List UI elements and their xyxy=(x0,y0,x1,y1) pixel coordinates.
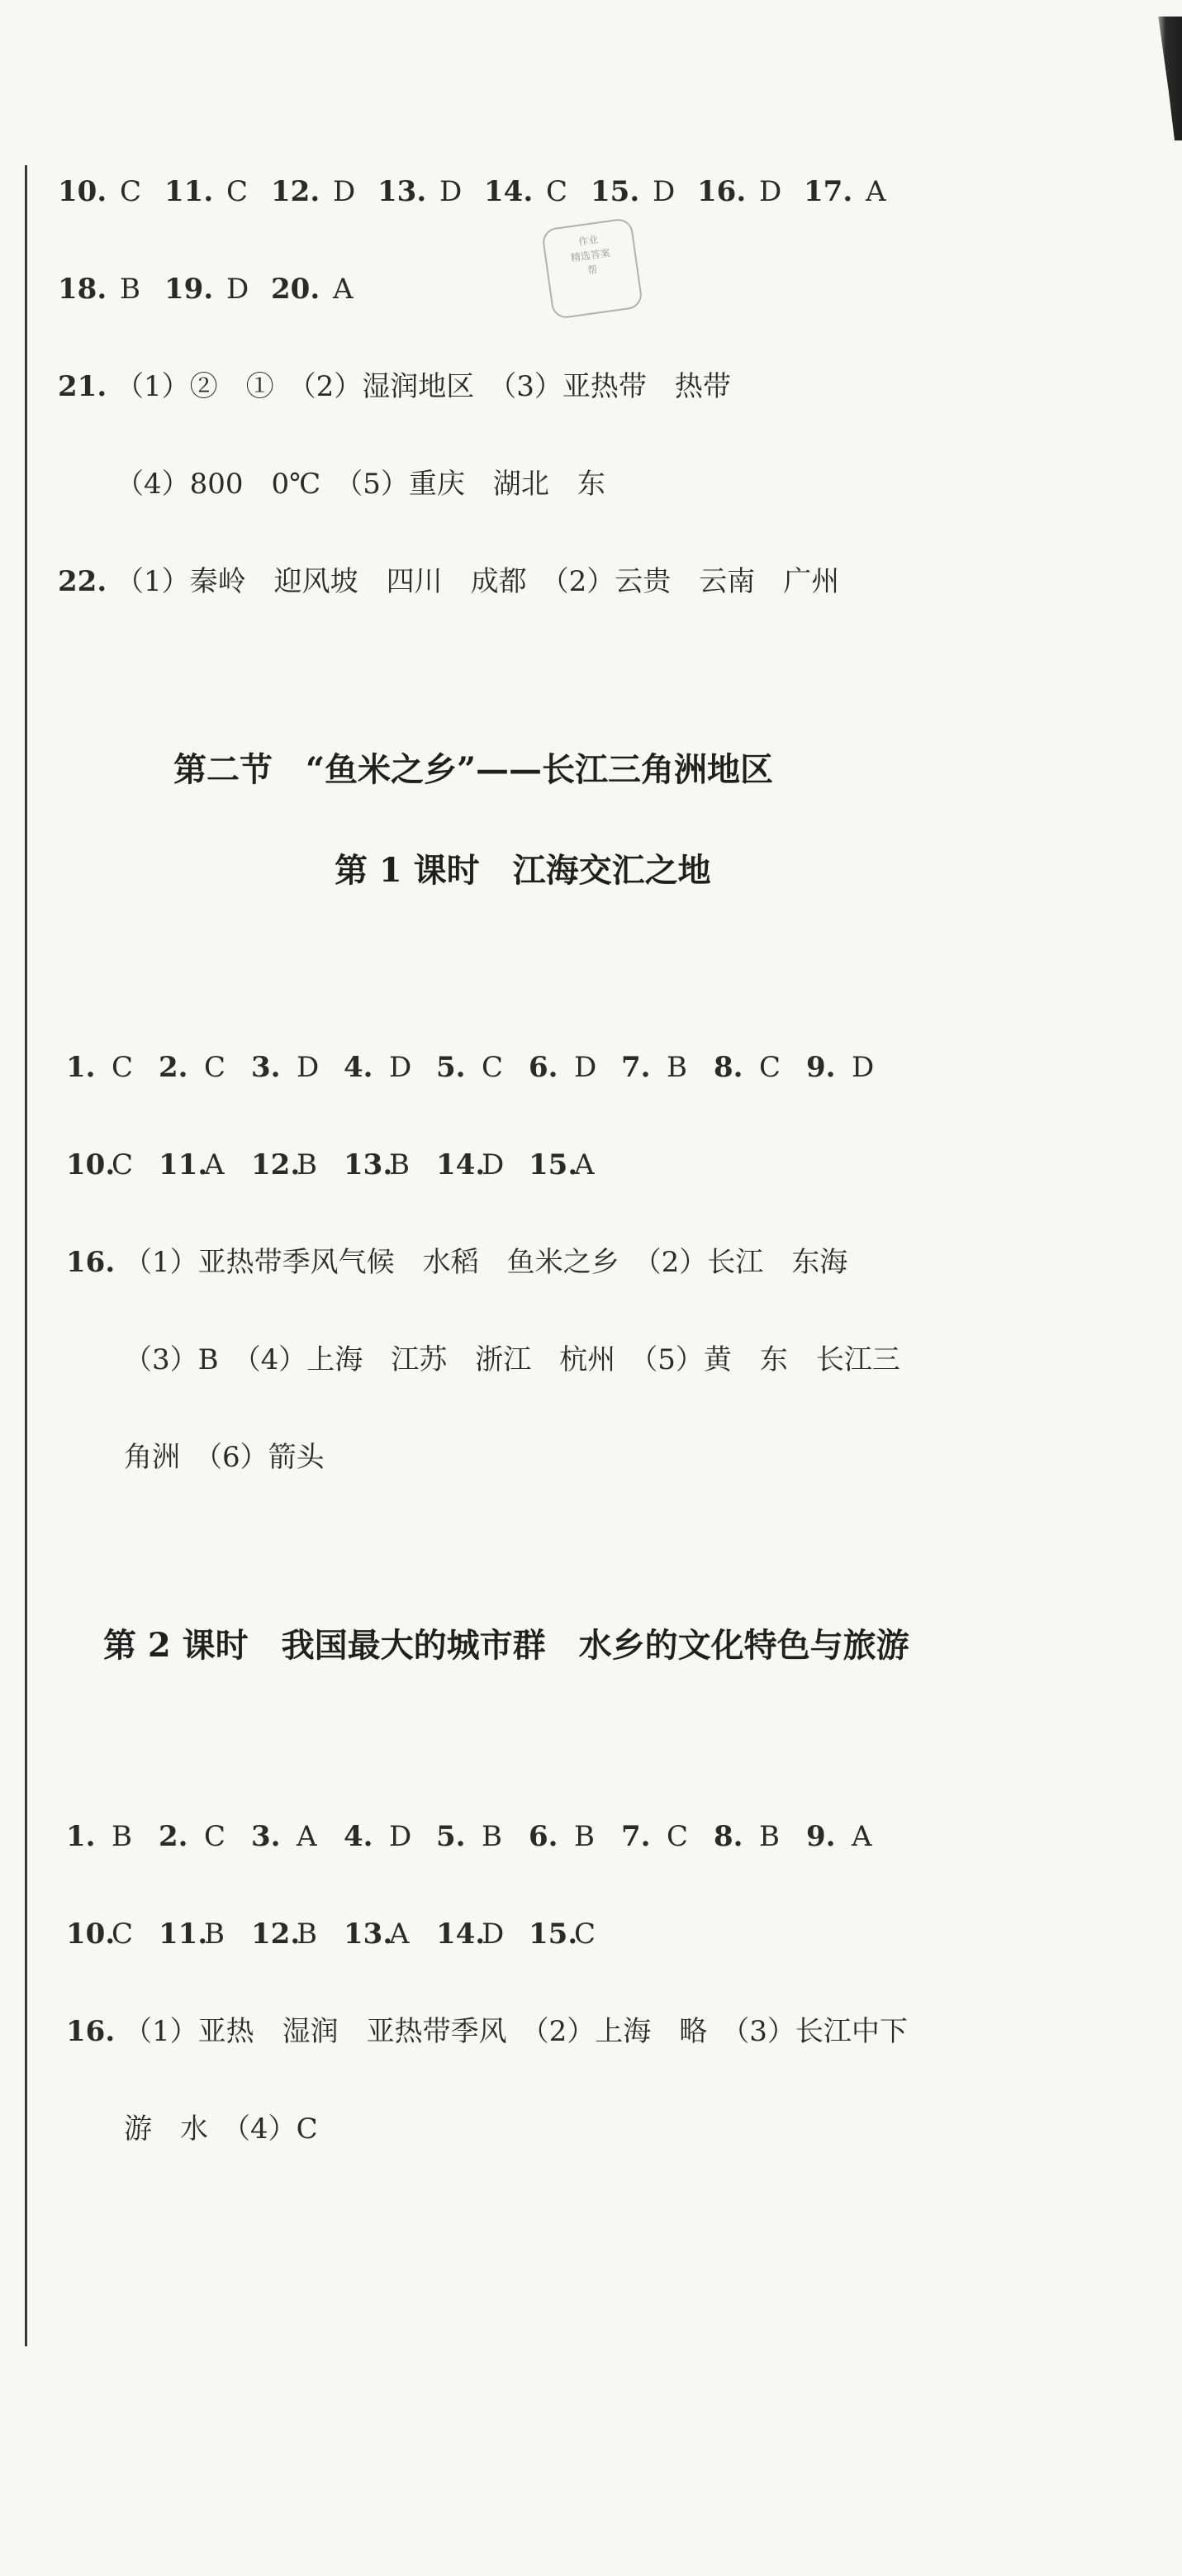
question-number: 12. xyxy=(251,1918,301,1951)
answer-choice: B xyxy=(297,1918,317,1951)
answer-choice: C xyxy=(482,1051,504,1084)
question-number: 4. xyxy=(344,1820,373,1853)
answer-choice: C xyxy=(204,1051,226,1084)
answer-choice: C xyxy=(120,175,142,208)
question-number: 13. xyxy=(344,1148,393,1181)
question-number: 1. xyxy=(66,1051,96,1084)
answer-text: （1）亚热带季风气候 水稻 鱼米之乡 （2）长江 东海 xyxy=(124,1246,848,1279)
answer-choice: B xyxy=(389,1148,410,1181)
question-number: 17. xyxy=(804,175,853,208)
lesson-2-title: 第 2 课时 我国最大的城市群 水乡的文化特色与旅游 xyxy=(103,1626,909,1665)
answer-choice: D xyxy=(482,1148,505,1181)
question-number: 16. xyxy=(697,175,747,208)
question-number: 14. xyxy=(484,175,534,208)
answer-choice: D xyxy=(852,1051,875,1084)
answer-choice: A xyxy=(866,175,886,208)
question-number: 2. xyxy=(159,1820,188,1853)
answer-choice: B xyxy=(482,1820,502,1853)
answer-choice: B xyxy=(112,1820,132,1853)
answer-choice: B xyxy=(667,1051,687,1084)
section-heading: 第二节 “鱼米之乡”——长江三角洲地区 xyxy=(173,750,774,789)
question-number: 16. xyxy=(66,2015,116,2048)
answer-text: （4）800 0℃ （5）重庆 湖北 东 xyxy=(116,468,605,501)
question-number: 5. xyxy=(436,1820,466,1853)
question-number: 6. xyxy=(529,1051,558,1084)
question-number: 22. xyxy=(58,565,107,598)
answer-choice: A xyxy=(333,273,354,306)
question-number: 18. xyxy=(58,273,107,306)
question-number: 15. xyxy=(529,1148,578,1181)
question-number: 3. xyxy=(251,1820,281,1853)
answer-text: （1）亚热 湿润 亚热带季风 （2）上海 略 （3）长江中下 xyxy=(124,2015,908,2048)
answer-choice: B xyxy=(759,1820,780,1853)
question-number: 15. xyxy=(591,175,640,208)
question-number: 12. xyxy=(271,175,320,208)
answer-choice: D xyxy=(389,1051,412,1084)
answer-choice: A xyxy=(204,1148,225,1181)
left-margin-line xyxy=(25,165,27,2346)
answer-choice: C xyxy=(574,1918,596,1951)
answer-choice: C xyxy=(112,1918,134,1951)
question-number: 10. xyxy=(66,1148,116,1181)
answer-choice: D xyxy=(226,273,249,306)
answer-choice: C xyxy=(226,175,249,208)
question-number: 11. xyxy=(159,1918,208,1951)
question-number: 12. xyxy=(251,1148,301,1181)
answer-choice: A xyxy=(852,1820,872,1853)
question-number: 16. xyxy=(66,1246,116,1279)
question-number: 14. xyxy=(436,1148,486,1181)
answer-text: （1）秦岭 迎风坡 四川 成都 （2）云贵 云南 广州 xyxy=(116,565,840,598)
stamp-line-1: 作业 xyxy=(577,233,600,248)
answer-choice: D xyxy=(482,1918,505,1951)
question-number: 11. xyxy=(159,1148,208,1181)
answer-choice: D xyxy=(759,175,782,208)
scan-edge-shadow xyxy=(1152,17,1182,140)
stamp-line-3: 帮 xyxy=(586,264,599,277)
answer-choice: A xyxy=(297,1820,317,1853)
question-number: 8. xyxy=(714,1051,743,1084)
answer-choice: B xyxy=(120,273,140,306)
question-number: 10. xyxy=(66,1918,116,1951)
question-number: 6. xyxy=(529,1820,558,1853)
question-number: 3. xyxy=(251,1051,281,1084)
lesson-1-title: 第 1 课时 江海交汇之地 xyxy=(335,851,711,890)
question-number: 15. xyxy=(529,1918,578,1951)
question-number: 8. xyxy=(714,1820,743,1853)
answer-text: （3）B （4）上海 江苏 浙江 杭州 （5）黄 东 长江三 xyxy=(124,1343,900,1376)
answer-choice: B xyxy=(574,1820,595,1853)
question-number: 14. xyxy=(436,1918,486,1951)
question-number: 9. xyxy=(806,1051,836,1084)
answer-choice: A xyxy=(389,1918,410,1951)
answer-choice: B xyxy=(204,1918,225,1951)
answer-text: 游 水 （4）C xyxy=(124,2113,318,2146)
question-number: 4. xyxy=(344,1051,373,1084)
question-number: 21. xyxy=(58,370,107,403)
question-number: 5. xyxy=(436,1051,466,1084)
watermark-stamp xyxy=(541,217,643,320)
answer-choice: A xyxy=(574,1148,595,1181)
question-number: 11. xyxy=(164,175,214,208)
answer-choice: D xyxy=(389,1820,412,1853)
question-number: 10. xyxy=(58,175,107,208)
answer-choice: C xyxy=(546,175,568,208)
answer-text: 角洲 （6）箭头 xyxy=(124,1441,325,1474)
stamp-line-2: 精选答案 xyxy=(570,246,611,264)
answer-text: （1）② ① （2）湿润地区 （3）亚热带 热带 xyxy=(116,370,731,403)
answer-choice: D xyxy=(653,175,676,208)
answer-choice: D xyxy=(333,175,356,208)
answer-choice: C xyxy=(112,1051,134,1084)
question-number: 1. xyxy=(66,1820,96,1853)
question-number: 20. xyxy=(271,273,320,306)
answer-choice: B xyxy=(297,1148,317,1181)
question-number: 7. xyxy=(621,1051,651,1084)
answer-choice: C xyxy=(667,1820,689,1853)
question-number: 9. xyxy=(806,1820,836,1853)
question-number: 13. xyxy=(377,175,427,208)
answer-choice: C xyxy=(759,1051,781,1084)
answer-choice: D xyxy=(439,175,463,208)
answer-choice: C xyxy=(112,1148,134,1181)
question-number: 7. xyxy=(621,1820,651,1853)
answer-choice: D xyxy=(297,1051,320,1084)
answer-choice: D xyxy=(574,1051,597,1084)
question-number: 2. xyxy=(159,1051,188,1084)
question-number: 19. xyxy=(164,273,214,306)
answer-choice: C xyxy=(204,1820,226,1853)
question-number: 13. xyxy=(344,1918,393,1951)
